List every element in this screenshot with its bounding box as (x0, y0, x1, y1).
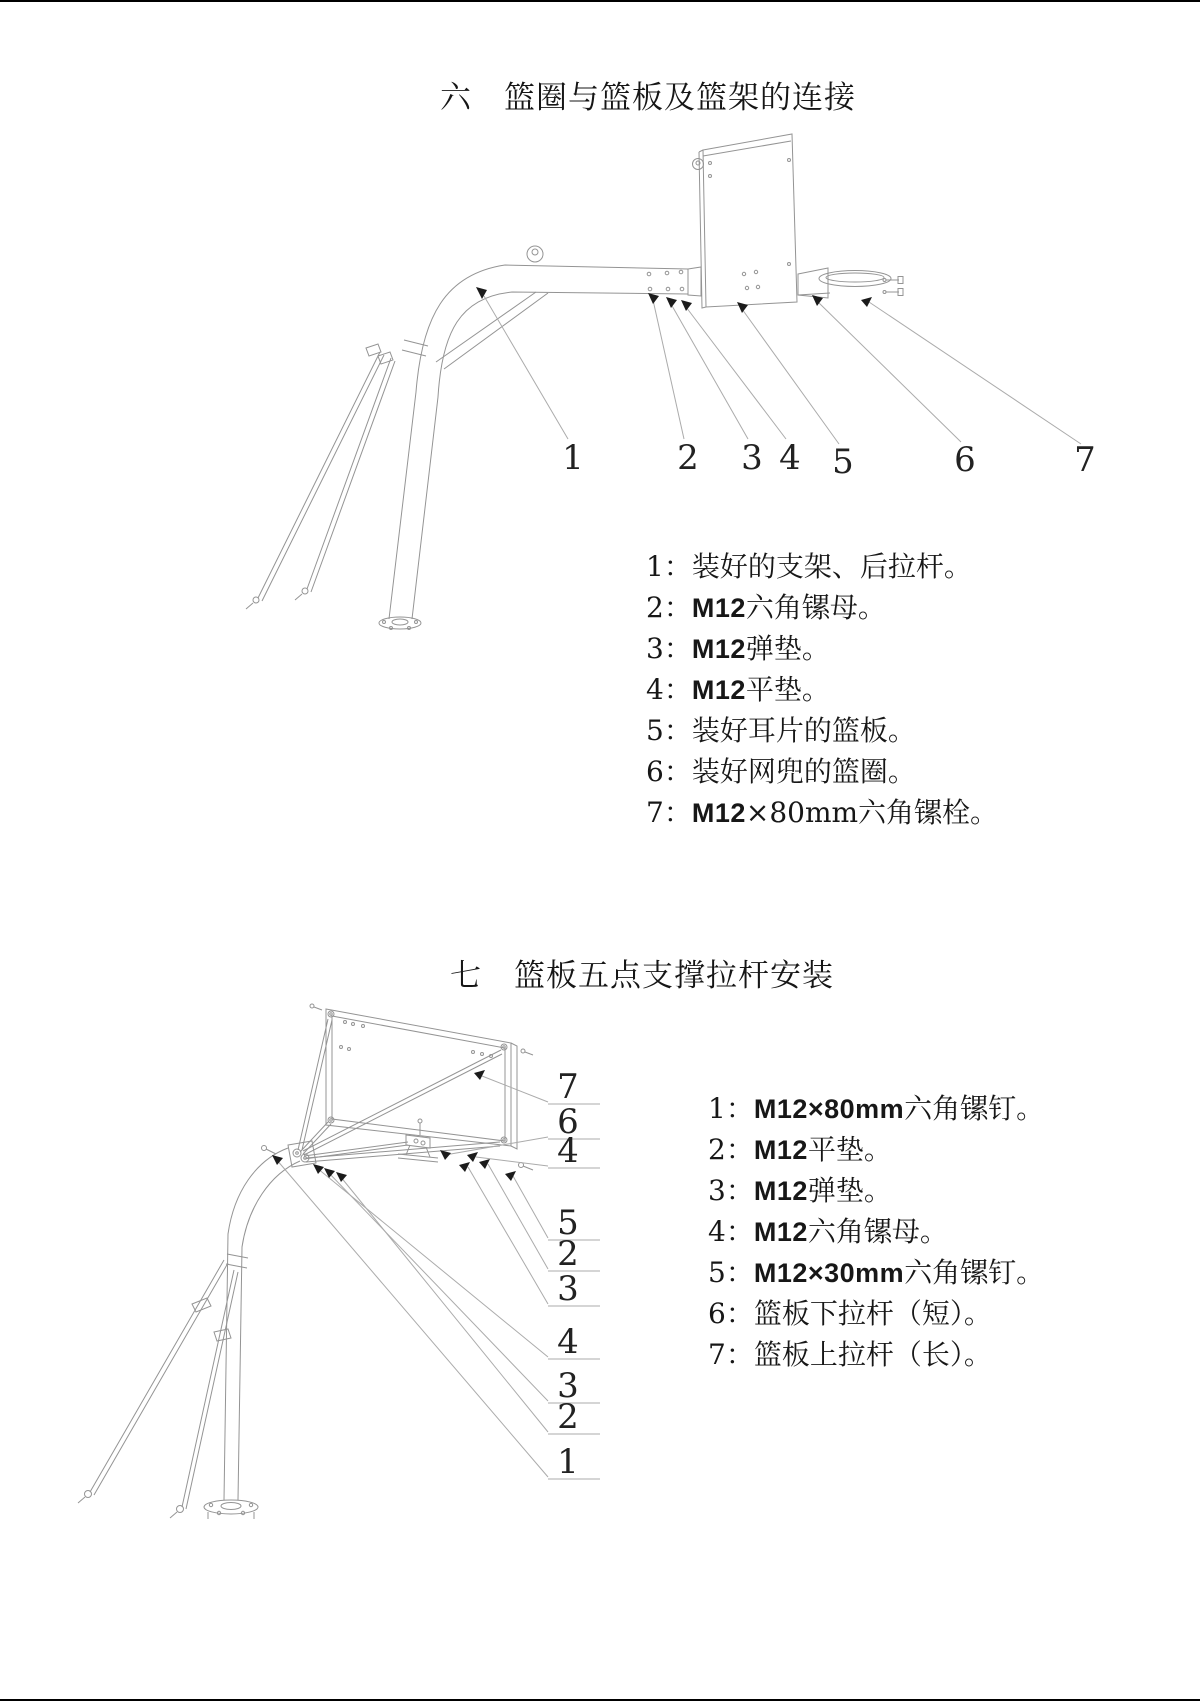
legend-item (646, 710, 998, 751)
legend-text: 装好耳片的篮板。 (691, 714, 916, 747)
legend-text: 弹垫。 (745, 632, 830, 665)
legend-item (646, 751, 998, 792)
legend-index: 7： (708, 1338, 754, 1371)
legend-index: 5： (646, 714, 692, 747)
legend-item (646, 587, 998, 628)
legend-text: ×80mm六角镙栓。 (745, 796, 999, 829)
legend-item (708, 1334, 1044, 1375)
callout-number: 4 (557, 1322, 579, 1362)
legend-text: 六角镙母。 (745, 591, 886, 624)
section7-number: 七 (450, 958, 482, 994)
callout-number: 1 (562, 438, 584, 478)
legend-item (646, 546, 998, 587)
callout-number: 7 (557, 1067, 579, 1107)
legend-text: 六角镙钉。 (904, 1256, 1045, 1289)
legend-item (708, 1088, 1044, 1129)
section7-title-text: 篮板五点支撑拉杆安装 (514, 958, 834, 994)
legend-part-code: M12 (691, 634, 746, 664)
legend-item (708, 1129, 1044, 1170)
legend-index: 2： (646, 591, 692, 624)
legend-text: 平垫。 (807, 1133, 892, 1166)
legend-item (708, 1293, 1044, 1334)
legend-part-code: M12 (753, 1217, 808, 1247)
line-art (0, 2, 1200, 1699)
callout-number: 3 (557, 1269, 579, 1309)
legend-index: 6： (646, 755, 692, 788)
legend-text: 平垫。 (745, 673, 830, 706)
callout-number: 2 (557, 1397, 579, 1437)
legend-index: 2： (708, 1133, 754, 1166)
legend-part-code: M12 (691, 798, 746, 828)
legend-index: 4： (708, 1215, 754, 1248)
legend-index: 5： (708, 1256, 754, 1289)
legend-index: 1： (646, 550, 692, 583)
callout-number: 3 (557, 1366, 579, 1406)
diagram2-leader-lines (276, 1076, 600, 1482)
legend-item (708, 1211, 1044, 1252)
legend-index: 3： (646, 632, 692, 665)
legend-item (708, 1252, 1044, 1293)
legend-text: 装好的支架、后拉杆。 (691, 550, 972, 583)
legend-text: 弹垫。 (807, 1174, 892, 1207)
legend-item (646, 628, 998, 669)
legend-text: 六角镙钉。 (904, 1092, 1045, 1125)
diagram1-leader-lines (484, 296, 1081, 444)
legend-text: 六角镙母。 (807, 1215, 948, 1248)
callout-number: 4 (557, 1131, 579, 1171)
callout-number: 2 (677, 438, 699, 478)
legend-part-code: M12×80mm (753, 1094, 905, 1124)
legend-part-code: M12×30mm (753, 1258, 905, 1288)
legend-index: 3： (708, 1174, 754, 1207)
legend-part-code: M12 (753, 1176, 808, 1206)
callout-number: 6 (557, 1102, 579, 1142)
callout-number: 5 (832, 442, 854, 482)
legend-part-code: M12 (691, 593, 746, 623)
legend-part-code: M12 (691, 675, 746, 705)
legend-text: 篮板上拉杆（长）。 (753, 1338, 992, 1371)
callout-number: 6 (954, 440, 976, 480)
legend-item (708, 1170, 1044, 1211)
legend-index: 6： (708, 1297, 754, 1330)
legend-item (646, 669, 998, 710)
section6-title-text: 篮圈与篮板及篮架的连接 (504, 80, 856, 116)
section6-legend (646, 546, 998, 833)
legend-text: 装好网兜的篮圈。 (691, 755, 916, 788)
legend-index: 4： (646, 673, 692, 706)
callout-number: 5 (557, 1203, 579, 1243)
legend-part-code: M12 (753, 1135, 808, 1165)
callout-number: 7 (1074, 440, 1096, 480)
section7-title (450, 950, 834, 995)
diagram2-arrows (272, 1070, 516, 1182)
callout-number: 3 (741, 438, 763, 478)
legend-index: 1： (708, 1092, 754, 1125)
section6-number: 六 (440, 80, 472, 116)
callout-number: 2 (557, 1234, 579, 1274)
callout-number: 1 (557, 1442, 579, 1482)
diagram-support-rods (78, 1004, 533, 1519)
legend-text: 篮板下拉杆（短）。 (753, 1297, 992, 1330)
section6-title (440, 72, 856, 117)
callout-number: 4 (779, 438, 801, 478)
legend-index: 7： (646, 796, 692, 829)
legend-item (646, 792, 998, 833)
section7-legend (708, 1088, 1044, 1375)
